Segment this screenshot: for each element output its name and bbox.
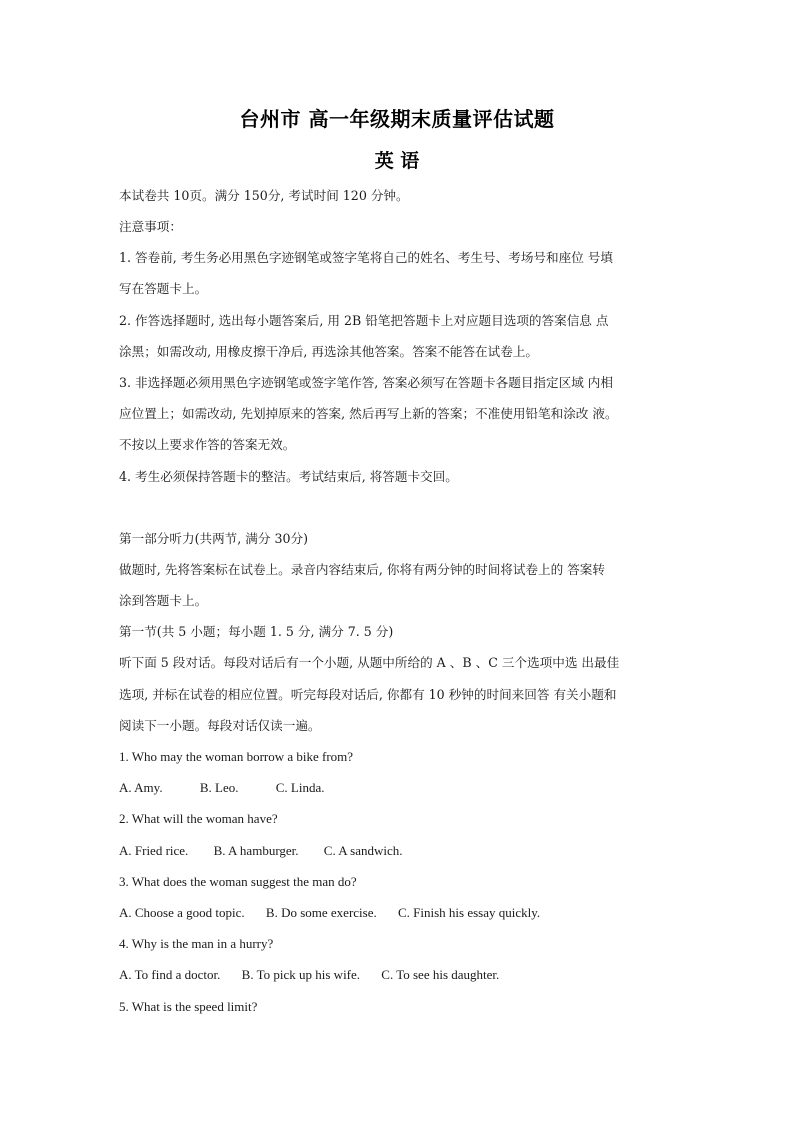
notice-1-line-1: 1. 答卷前, 考生务必用黑色字迹钢笔或签字笔将自己的姓名、考生号、考场号和座位 号填 — [119, 250, 613, 265]
section1-heading: 第一节(共 5 小题；每小题 1. 5 分, 满分 7. 5 分) — [119, 624, 394, 639]
question-2-option-b: B. A hamburger. — [213, 843, 299, 858]
exam-info: 本试卷共 10页。满分 150分, 考试时间 120 分钟。 — [119, 188, 409, 203]
subject-title: 英 语 — [374, 150, 420, 172]
question-5-stem: 5. What is the speed limit? — [119, 999, 258, 1014]
part1-heading: 第一部分听力(共两节, 满分 30分) — [119, 531, 308, 546]
question-4-option-b: B. To pick up his wife. — [241, 967, 361, 982]
notice-3-line-1: 3. 非选择题必须用黑色字迹钢笔或签字笔作答, 答案必须写在答题卡各题目指定区域 内相 — [119, 375, 613, 390]
question-3-stem: 3. What does the woman suggest the man do? — [119, 874, 357, 889]
notice-2-line-2: 涂黑；如需改动, 用橡皮擦干净后, 再选涂其他答案。答案不能答在试卷上。 — [119, 344, 539, 359]
notice-2-line-1: 2. 作答选择题时, 选出每小题答案后, 用 2B 铅笔把答题卡上对应题目选项的答案信息 点 — [119, 313, 609, 328]
question-4-option-c: C. To see his daughter. — [381, 967, 500, 982]
question-3-option-a: A. Choose a good topic. — [119, 905, 245, 920]
question-4-option-a: A. To find a doctor. — [119, 967, 221, 982]
question-1-option-a: A. Amy. — [119, 780, 163, 795]
question-1-stem: 1. Who may the woman borrow a bike from? — [119, 749, 354, 764]
notice-3-line-3: 不按以上要求作答的答案无效。 — [119, 437, 296, 452]
part1-instructions-line-1: 做题时, 先将答案标在试卷上。录音内容结束后, 你将有两分钟的时间将试卷上的 答案转 — [119, 562, 605, 577]
section1-instructions-line-1: 听下面 5 段对话。每段对话后有一个小题, 从题中所给的 A 、B 、C 三个选项中选 出最佳 — [119, 655, 620, 670]
question-2-option-a: A. Fried rice. — [119, 843, 189, 858]
question-1-option-b: B. Leo. — [199, 780, 239, 795]
question-3-option-b: B. Do some exercise. — [265, 905, 377, 920]
section1-instructions-line-3: 阅读下一小题。每段对话仅读一遍。 — [119, 718, 321, 733]
question-2-option-c: C. A sandwich. — [323, 843, 403, 858]
part1-instructions-line-2: 涂到答题卡上。 — [119, 593, 208, 608]
notice-3-line-2: 应位置上；如需改动, 先划掉原来的答案, 然后再写上新的答案；不准使用铅笔和涂改 液。 — [119, 406, 618, 421]
question-1-options — [119, 779, 324, 797]
question-3-option-c: C. Finish his essay quickly. — [398, 905, 541, 920]
question-2-options — [119, 842, 403, 860]
notice-4-line-1: 4. 考生必须保持答题卡的整洁。考试结束后, 将答题卡交回。 — [119, 469, 458, 484]
question-4-options — [119, 966, 499, 984]
notice-heading: 注意事项： — [119, 219, 182, 234]
question-2-stem: 2. What will the woman have? — [119, 811, 278, 826]
section1-instructions-line-2: 选项, 并标在试卷的相应位置。听完每段对话后, 你都有 10 秒钟的时间来回答 有关小题和 — [119, 687, 617, 702]
question-1-option-c: C. Linda. — [275, 780, 325, 795]
notice-1-line-2: 写在答题卡上。 — [119, 281, 208, 296]
question-4-stem: 4. Why is the man in a hurry? — [119, 936, 274, 951]
question-3-options — [119, 904, 540, 922]
page-title: 台州市 高一年级期末质量评估试题 — [239, 107, 555, 131]
